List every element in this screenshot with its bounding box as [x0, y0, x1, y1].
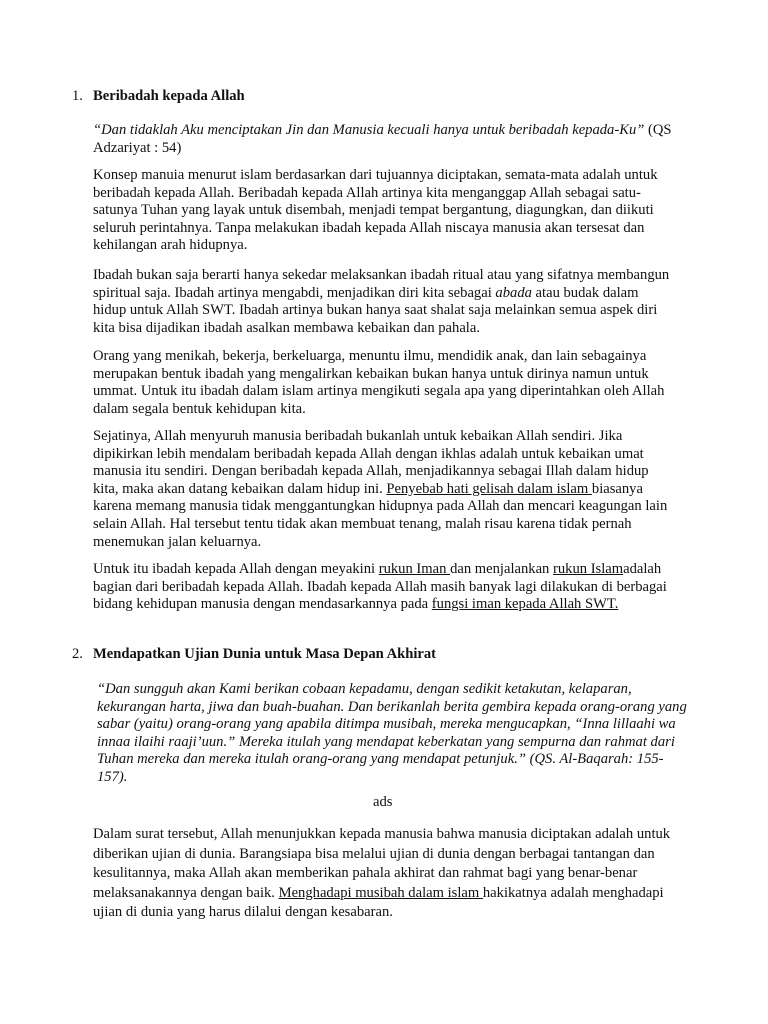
section-1-paragraph-3: Orang yang menikah, bekerja, berkeluarga, menuntu ilmu, mendidik anak, dan lain sebagainya merupakan bentuk ibadah yang mengalirkan kebaikan bukan hanya untuk dirinya namun untuk ummat. Untuk itu ibadah dalam islam artinya mengikuti segala apa yang diperintahkan oleh Allah dalam segala bentuk kehidupan kita.	[93, 348, 665, 417]
quote-text: “Dan tidaklah Aku menciptakan Jin dan Manusia kecuali hanya untuk beribadah kepada-Ku”	[93, 122, 645, 138]
paragraph-text: biasanya karena memang manusia tidak menggantungkan hidupnya pada Allah dan mencari keagungan lain selain Allah. Hal tersebut tentu tidak akan membuat tenang, malah risau karena tidak pernah menemukan jalan keluarnya.	[93, 480, 668, 550]
paragraph-text: Sejatinya, Allah menyuruh manusia beribadah bukanlah untuk kebaikan Allah sendiri. Jika dipikirkan lebih mendalam beribadah kepada Allah dengan ikhlas adalah untuk kebaikan umat manusia itu sendiri. Dengan beribadah kepada Allah, menjadikannya sebagai Illah dalam hidup kita, maka akan datang kebaikan dalam hidup ini.	[93, 428, 649, 497]
paragraph-text: dan menjalankan	[450, 561, 553, 577]
ads-label: ads	[373, 794, 393, 810]
section-1-paragraph-5	[93, 561, 675, 614]
link-rukun-islam[interactable]: rukun Islam	[553, 561, 624, 577]
section-1-paragraph-1: Konsep manuia menurut islam berdasarkan dari tujuannya diciptakan, semata-mata adalah untuk beribadah kepada Allah. Beribadah kepada Allah artinya kita menganggap Allah sebagai satu-satunya Tuhan yang layak untuk disembah, menjadi tempat bergantung, diagungkan, dan diikuti seluruh perintahnya. Tanpa melakukan ibadah kepada Allah niscaya manusia akan tersesat dan kehilangan arah hidupnya.	[93, 167, 658, 254]
section-1-quote	[93, 122, 675, 157]
quote-text: “Dan sungguh akan Kami berikan cobaan kepadamu, dengan sedikit ketakutan, kelaparan, kekurangan harta, jiwa dan buah-buahan. Dan berikanlah berita gembira kepada orang-orang yang sabar (yaitu) orang-orang yang apabila ditimpa musibah, mereka mengucapkan, “Inna lillaahi wa innaa ilaihi raaji’uun.” Mereka itulah yang mendapat keberkatan yang sempurna dan rahmat dari Tuhan mereka dan mereka itulah orang-orang yang mendapat petunjuk.” (QS. Al-Baqarah: 155-157).	[97, 681, 687, 785]
paragraph-text: atau budak dalam hidup untuk Allah SWT. Ibadah artinya bukan hanya saat shalat saja melainkan semua aspek diri kita bisa dijadikan ibadah asalkan membawa kebaikan dan pahala.	[93, 284, 658, 336]
section-2-heading: Mendapatkan Ujian Dunia untuk Masa Depan Akhirat	[93, 646, 437, 662]
section-1-paragraph-2	[93, 267, 675, 337]
paragraph-text: Dalam surat tersebut, Allah menunjukkan kepada manusia bahwa manusia diciptakan adalah untuk diberikan ujian di dunia. Barangsiapa bisa melalui ujian di dunia dengan berbagai tantangan dan kesulitannya, maka Allah akan memberikan pahala akhirat dan rahmat bagi yang benar-benar melaksanakannya dengan baik.	[93, 826, 671, 901]
link-penyebab-hati-gelisah[interactable]: Penyebab hati gelisah dalam islam	[386, 480, 592, 497]
paragraph-text: hakikatnya adalah menghadapi ujian di dunia yang harus dilalui dengan kesabaran.	[93, 884, 664, 920]
quote-reference: (QS Adzariyat : 54)	[93, 122, 672, 156]
paragraph-text: Ibadah bukan saja berarti hanya sekedar melaksankan ibadah ritual atau yang sifatnya membangun spiritual saja. Ibadah artinya mengabdi, menjadikan diri kita sebagai	[93, 267, 670, 301]
section-1-number: 1.	[72, 88, 83, 104]
section-2-quote	[93, 681, 687, 787]
link-menghadapi-musibah[interactable]: Menghadapi musibah dalam islam	[278, 884, 483, 901]
section-1-paragraph-4	[93, 428, 675, 551]
section-2-paragraph-1	[93, 825, 675, 923]
paragraph-text: Untuk itu ibadah kepada Allah dengan meyakini	[93, 561, 379, 577]
italic-word: abada	[495, 284, 532, 301]
paragraph-text: adalah bagian dari beribadah kepada Allah. Ibadah kepada Allah masih banyak lagi dilakukan di berbagai bidang kehidupan manusia dengan mendasarkannya pada	[93, 561, 667, 613]
link-fungsi-iman[interactable]: fungsi iman kepada Allah SWT.	[431, 596, 619, 613]
section-1-heading: Beribadah kepada Allah	[93, 88, 245, 104]
link-rukun-iman[interactable]: rukun Iman	[378, 561, 451, 577]
section-2-number: 2.	[72, 646, 83, 662]
